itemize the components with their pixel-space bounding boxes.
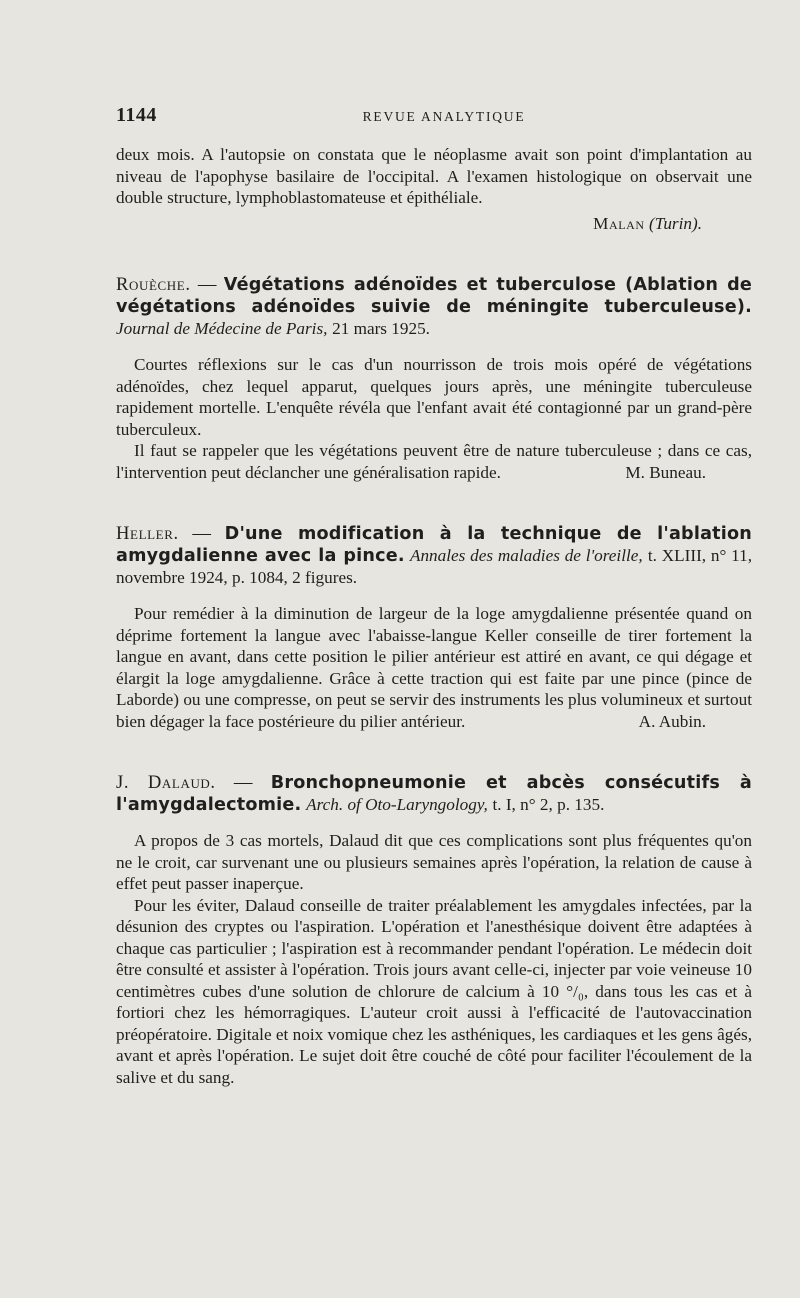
page-header [116, 104, 752, 130]
article-heading: Heller. — D'une modification à la technique de l'ablation amygdalienne avec la pince. Annales des maladies de l'oreille, t. XLIII, n° 11, novembre 1924, p. 1084, 2 figures. [116, 523, 752, 587]
article-heading: Rouèche. — Végétations adénoïdes et tuberculose (Ablation de végétations adénoïdes suivie de méningite tuberculeuse). Journal de Médecine de Paris, 21 mars 1925. [116, 274, 752, 338]
page-content [116, 144, 752, 1088]
page-number: 1144 [116, 104, 157, 126]
article-paragraph [116, 603, 752, 732]
article-source-journal: Arch. of Oto-Laryngology, [306, 795, 488, 814]
article-source-details: t. XLIII, n° 11, novembre 1924, p. 1084, 2 figures. [116, 546, 752, 587]
article-paragraph: A propos de 3 cas mortels, Dalaud dit que ces complications sont plus fréquentes qu'on ne le croit, car survenant une ou plusieurs semaines après l'opération, la relation de cause à effet peut passer inaperçue. [116, 831, 752, 893]
article-body [116, 603, 752, 732]
intro-signature-name: Malan [593, 213, 645, 233]
article-source-details: t. I, n° 2, p. 135. [492, 795, 605, 814]
intro-signature [116, 213, 752, 235]
article-body [116, 354, 752, 483]
article-author: J. Dalaud. [116, 772, 216, 793]
article-title: Bronchopneumonie et abcès consécutifs à l'amygdalectomie. [116, 773, 752, 815]
article-source-journal: Annales des maladies de l'oreille, [409, 546, 643, 565]
article-paragraph [116, 440, 752, 483]
article-paragraph: Pour les éviter, Dalaud conseille de traiter préalablement les amygdales infectées, par la désunion des cryptes ou l'aspiration. L'opération et l'anesthésique doivent être adaptées à chaque cas particulier ; l'aspiration est à recommander pendant l'opération. Le médecin doit être consulté et assister à l'opération. Trois jours avant celle-ci, injecter par voie veineuse 10 centimètres cubes d'une solution de chlorure de calcium à 10 °/₀, dans tous les cas et à fortiori chez les hémorragiques. L'auteur croit aussi à l'efficacité de l'autovaccination préopératoire. Digitale et noix vomique chez les asthéniques, les cardiaques et les gens âgés, avant et après l'opération. Le sujet doit être couché de côté pour faciliter l'écoulement de la salive et du sang. [116, 895, 752, 1087]
article-heller [116, 523, 752, 732]
article-signature: A. Aubin. [638, 711, 706, 731]
article-paragraph-text: Pour remédier à la diminution de largeur de la loge amygdalienne présentée quand on déprime fortement la langue avec l'abaisse-langue Keller conseille de tirer fortement la langue en avant, dans cette position le pilier antérieur est attiré en avant, ce qui dégage et élargit la loge amygdalienne. Grâce à cette traction qui est faite par une pince (pince de Laborde) ou une compresse, on peut se servir des instruments les plus volumineux et surtout bien dégager la face postérieure du pilier antérieur. [116, 604, 752, 731]
article-title: Végétations adénoïdes et tuberculose (Ablation de végétations adénoïdes suivie de méningite tuberculeuse). [116, 275, 752, 317]
article-source-details: 21 mars 1925. [332, 319, 430, 338]
intro-paragraph: deux mois. A l'autopsie on constata que le néoplasme avait son point d'implantation au niveau de l'apophyse basilaire de l'occipital. A l'examen histologique on observait une double structure, lymphoblastomateuse et épithéliale. [116, 145, 752, 207]
article-roueche [116, 274, 752, 483]
article-title: D'une modification à la technique de l'ablation amygdalienne avec la pince. [116, 524, 752, 566]
article-heading: J. Dalaud. — Bronchopneumonie et abcès consécutifs à l'amygdalectomie. Arch. of Oto-Laryngology, t. I, n° 2, p. 135. [116, 772, 752, 815]
article-dalaud [116, 772, 752, 1088]
article-source-journal: Journal de Médecine de Paris, [116, 319, 328, 338]
intro-signature-place: (Turin). [648, 213, 702, 233]
article-paragraph-text: Il faut se rappeler que les végétations peuvent être de nature tuberculeuse ; dans ce cas, l'intervention peut déclancher une généralisation rapide. [116, 441, 752, 482]
article-author: Heller. [116, 523, 179, 544]
article-body [116, 830, 752, 1088]
running-title: REVUE ANALYTIQUE [362, 109, 526, 124]
article-paragraph: Courtes réflexions sur le cas d'un nourrisson de trois mois opéré de végétations adénoïdes, chez lequel apparut, quelques jours après, une méningite tuberculeuse rapidement mortelle. L'enquête révéla que l'enfant avait été contagionné par un grand-père tuberculeux. [116, 355, 752, 439]
article-signature: M. Buneau. [625, 462, 706, 482]
article-author: Rouèche. [116, 274, 191, 295]
